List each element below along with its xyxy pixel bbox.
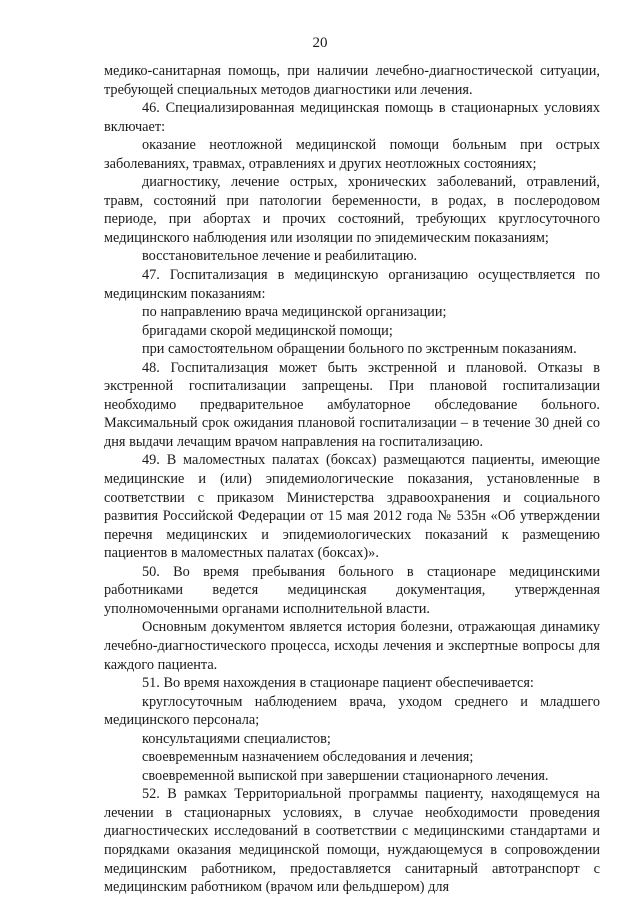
- page-number: 20: [312, 35, 328, 51]
- paragraph-item-51-consultations: консультациями специалистов;: [142, 730, 331, 747]
- paragraph-item-52: 52. В рамках Территориальной программы пациенту, находящемуся на лечении в стационарных условиях, в случае необходимости проведения диагностических исследований в соответствии с медицинскими стандартами и порядками оказания медицинской помощи, нуждающемуся в сопровождении медицинским работником, предоставляется санитарный автотранспорт с медицинским работником (врачом или фельдшером) для: [104, 786, 600, 896]
- paragraph-item-51-treatment: своевременным назначением обследования и лечения;: [142, 749, 474, 766]
- paragraph-item-50: 50. Во время пребывания больного в стационаре медицинскими работниками ведется медицинская документация, утвержденная уполномоченными органами исполнительной власти.: [104, 563, 600, 617]
- paragraph-item-47-self-referral: при самостоятельном обращении больного по экстренным показаниям.: [142, 341, 577, 358]
- paragraph-item-50-history: Основным документом является история болезни, отражающая динамику лечебно-диагностического процесса, исходы лечения и экспертные вопросы для каждого пациента.: [104, 619, 600, 673]
- paragraph-item-47-referral: по направлению врача медицинской организации;: [142, 304, 447, 321]
- paragraph-item-46-rehabilitation: восстановительное лечение и реабилитацию.: [142, 248, 418, 265]
- body-text: [104, 62, 600, 897]
- paragraph-item-47-ambulance: бригадами скорой медицинской помощи;: [142, 322, 393, 339]
- paragraph-continuation: медико-санитарная помощь, при наличии лечебно-диагностической ситуации, требующей специальных методов диагностики или лечения.: [104, 63, 600, 98]
- paragraph-item-46-diagnostics: диагностику, лечение острых, хронических заболеваний, отравлений, травм, состояний при патологии беременности, в родах, в послеродовом периоде, при абортах и прочих состояний, требующих круглосуточного медицинского наблюдения или изоляции по эпидемическим показаниям;: [104, 174, 600, 246]
- paragraph-item-51-discharge: своевременной выпиской при завершении стационарного лечения.: [142, 767, 549, 784]
- paragraph-item-51-observation: круглосуточным наблюдением врача, уходом среднего и младшего медицинского персонала;: [104, 693, 600, 729]
- paragraph-item-51: 51. Во время нахождения в стационаре пациент обеспечивается:: [142, 675, 534, 692]
- paragraph-item-48: 48. Госпитализация может быть экстренной и плановой. Отказы в экстренной госпитализации запрещены. При плановой госпитализации необходимо предварительное амбулаторное обследование больного. Максимальный срок ожидания плановой госпитализации – в течение 30 дней со дня выдачи лечащим врачом направления на госпитализацию.: [104, 359, 600, 450]
- paragraph-item-46: 46. Специализированная медицинская помощь в стационарных условиях включает:: [104, 100, 600, 135]
- paragraph-item-47: 47. Госпитализация в медицинскую организацию осуществляется по медицинским показаниям:: [104, 267, 600, 302]
- paragraph-item-49: 49. В маломестных палатах (боксах) размещаются пациенты, имеющие медицинские и (или) эпидемиологические показания, установленные в соответствии с приказом Министерства здравоохранения и социального развития Российской Федерации от 15 мая 2012 года № 535н «Об утверждении перечня медицинских и эпидемиологических показаний к размещению пациентов в маломестных палатах (боксах)».: [104, 452, 600, 562]
- paragraph-item-46-urgent-care: оказание неотложной медицинской помощи больным при острых заболеваниях, травмах, отравлениях и других неотложных состояниях;: [104, 137, 600, 172]
